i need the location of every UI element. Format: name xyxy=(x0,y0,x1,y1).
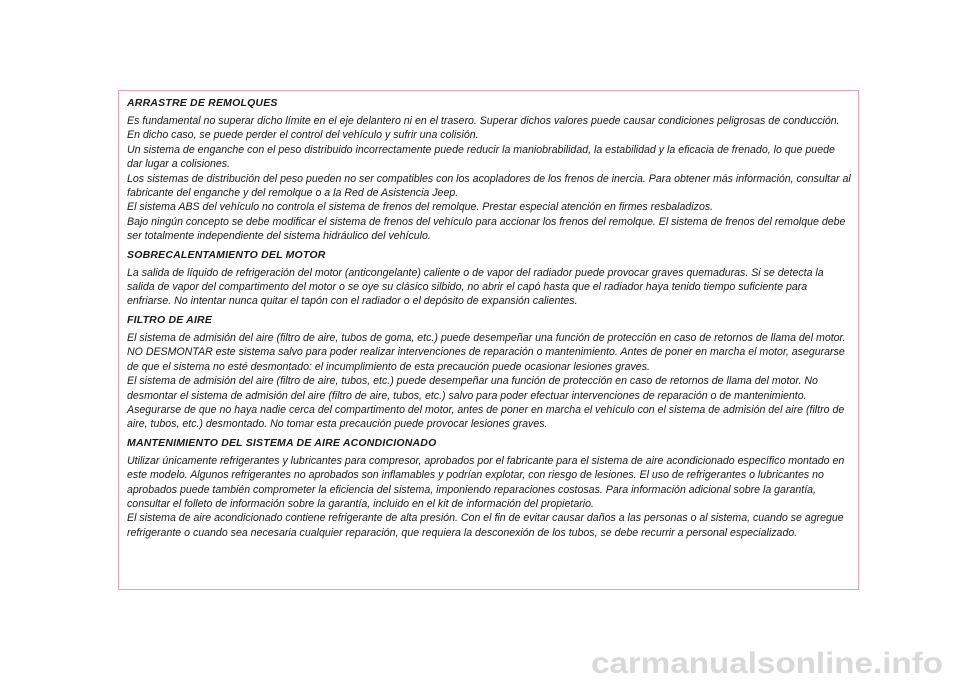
watermark xyxy=(585,646,945,680)
paragraph: El sistema de aire acondicionado contiene refrigerante de alta presión. Con el fin de evitar causar daños a las personas o al sistema, cuando se agregue refrigerante o cuando sea necesaria cualquier reparación, que requiera la desconexión de los tubos, se debe recurrir a personal especializado. xyxy=(127,512,844,539)
watermark-text: carmanualsonline.info xyxy=(591,647,943,680)
paragraph: La salida de líquido de refrigeración del motor (anticongelante) caliente o de vapor del radiador puede provocar graves quemaduras. Si se detecta la salida de vapor del compartimento del motor o se oye su clásico silbido, no abrir el capó hasta que el radiador haya tenido tiempo suficiente para enfriarse. No intentar nunca quitar el tapón con el radiador o el depósito de expansión calientes. xyxy=(127,266,824,308)
section-title: MANTENIMIENTO DEL SISTEMA DE AIRE ACONDICIONADO xyxy=(127,436,437,449)
paragraph: El sistema ABS del vehículo no controla el sistema de frenos del remolque. Prestar especial atención en firmes resbaladizos. xyxy=(127,201,714,214)
paragraph: Bajo ningún concepto se debe modificar el sistema de frenos del vehículo para accionar los frenos del remolque. El sistema de frenos del remolque debe ser totalmente independiente del sistema hidráulico del vehículo. xyxy=(127,215,846,243)
watermark-graphic xyxy=(585,646,945,680)
section-title: SOBRECALENTAMIENTO DEL MOTOR xyxy=(127,248,326,261)
warning-box xyxy=(118,90,859,590)
section-filtro-de-aire xyxy=(127,314,852,432)
section-title: ARRASTRE DE REMOLQUES xyxy=(127,97,278,109)
section-sobrecalentamiento-del-motor xyxy=(127,249,852,309)
paragraph: consultar el folleto de información sobre la garantía, incluido en el kit de información del propietario. xyxy=(127,497,594,510)
paragraph: El sistema de admisión del aire (filtro de aire, tubos, etc.) puede desempeñar una función de protección en caso de retornos de llama del motor. No desmontar el sistema de admisión del aire (filtro de aire, tubos, etc.) salvo para poder efectuar intervenciones de reparación o de mantenimiento. Asegurarse de que no haya nadie cerca del compartimento del motor, antes de poner en marcha el vehículo con el sistema de admisión del aire (filtro de aire, tubos, etc.) desmontado. No tomar esta precaución puede provocar lesiones graves. xyxy=(127,375,845,431)
paragraph: Los sistemas de distribución del peso pueden no ser compatibles con los acopladores de los frenos de inercia. Para obtener más información, consultar al fabricante del enganche y del remolque o a la Red de Asistencia Jeep. xyxy=(127,172,851,200)
paragraph: Utilizar únicamente refrigerantes y lubricantes para compresor, aprobados por el fabricante para el sistema de aire acondicionado específico montado en este modelo. Algunos refrigerantes no aprobados son inflamables y podrían explotar, con riesgo de lesiones. El uso de refrigerantes o lubricantes no aprobados puede también comprometer la eficiencia del sistema, imponiendo reparaciones costosas. Para información adicional sobre la garantía, xyxy=(127,454,845,496)
paragraph: Un sistema de enganche con el peso distribuido incorrectamente puede reducir la maniobrabilidad, la estabilidad y la eficacia de frenado, lo que puede dar lugar a colisiones. xyxy=(127,143,835,171)
paragraph: Es fundamental no superar dicho límite en el eje delantero ni en el trasero. Superar dichos valores puede causar condiciones peligrosas de conducción. En dicho caso, se puede perder el control del vehículo y sufrir una colisión. xyxy=(127,115,840,142)
section-arrastre-de-remolques xyxy=(127,97,852,244)
paragraph: El sistema de admisión del aire (filtro de aire, tubos de goma, etc.) puede desempeñar una función de protección en caso de retornos de llama del motor. NO DESMONTAR este sistema salvo para poder realizar intervenciones de reparación o mantenimiento. Antes de poner en marcha el motor, asegurarse de que el sistema no esté desmontado: el incumplimiento de esta precaución puede ocasionar lesiones graves. xyxy=(127,331,846,373)
section-title: FILTRO DE AIRE xyxy=(127,313,213,326)
section-mantenimiento-aire-acondicionado xyxy=(127,437,852,540)
